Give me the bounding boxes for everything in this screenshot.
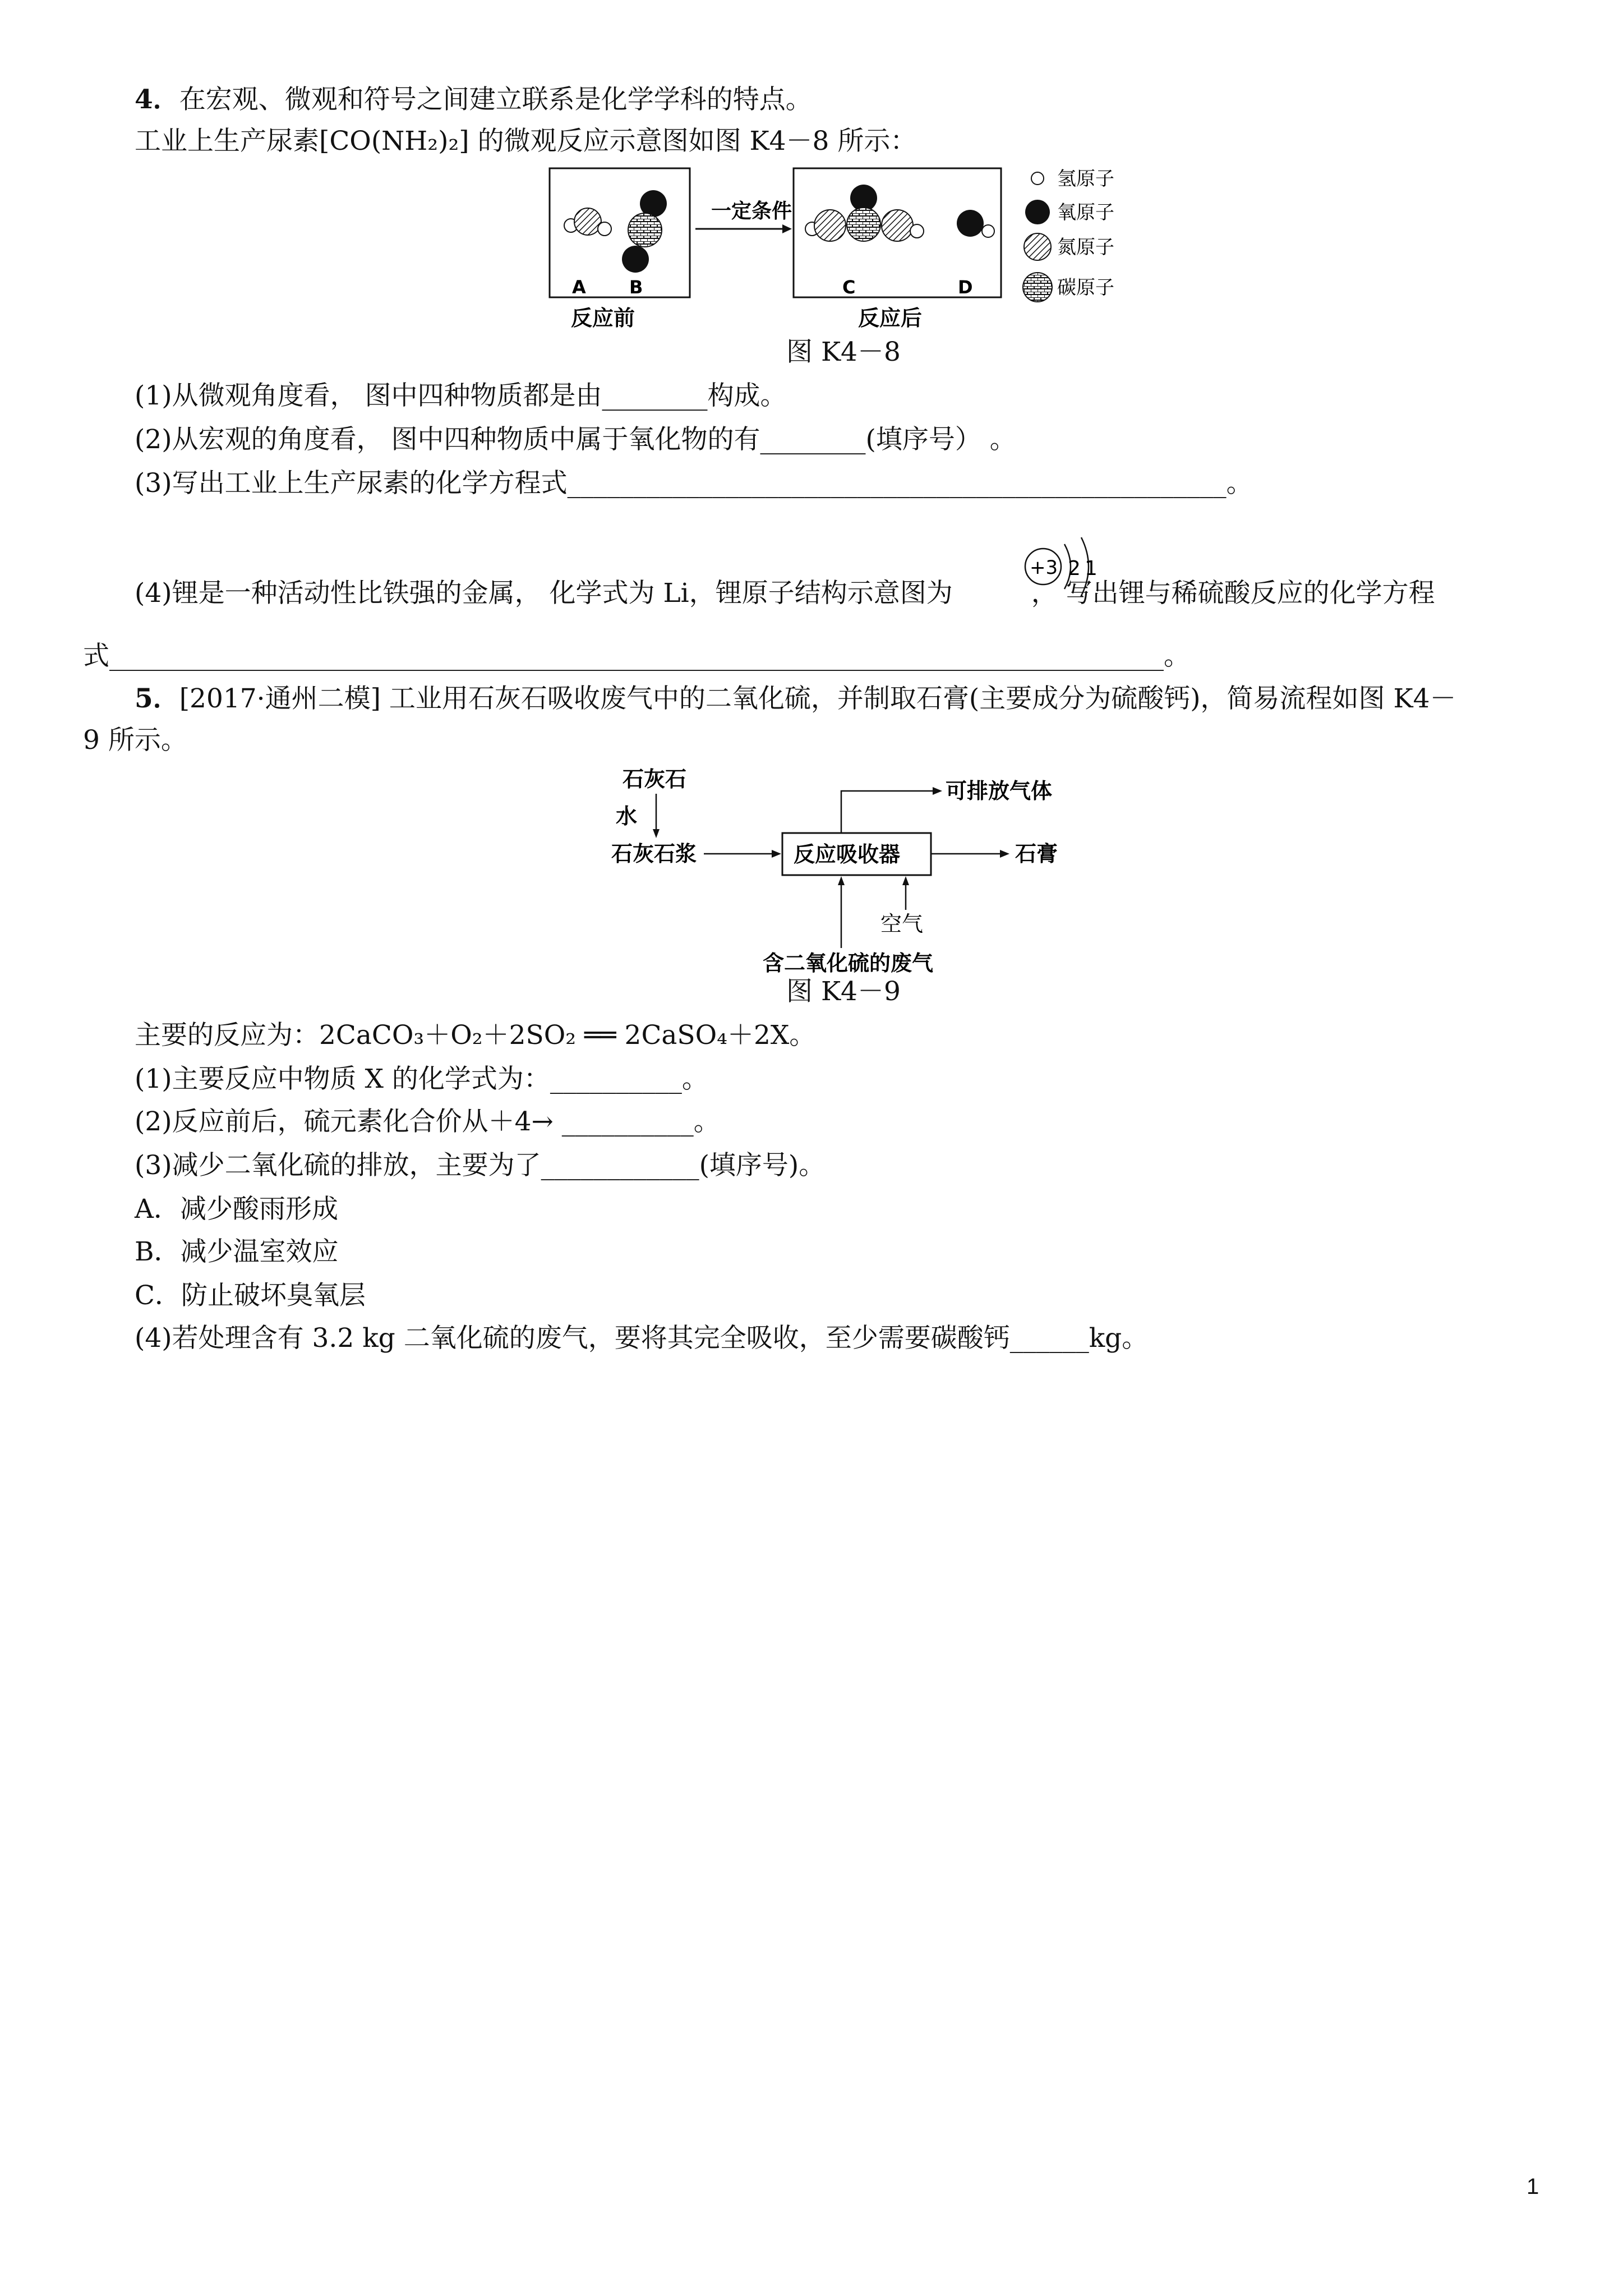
legend-nitrogen-icon: [1024, 233, 1051, 260]
slurry-arrow-head: [772, 850, 781, 858]
limestone-label: 石灰石: [623, 767, 687, 792]
q5-option-c: C．防止破坏臭氧层: [135, 1280, 366, 1311]
legend-nitrogen: 氮原子: [1057, 236, 1114, 259]
oxygen-atom: [622, 246, 649, 273]
q4-sub4: (4)锂是一种活动性比铁强的金属， 化学式为 Li，锂原子结构示意图为 ， 写出锂与稀硫酸反应的化学方程: [135, 578, 1435, 609]
carbon-atom: [847, 208, 880, 241]
before-label: 反应前: [571, 306, 635, 330]
q5-number: 5．: [135, 683, 179, 714]
label-d: D: [958, 277, 973, 298]
q5-option-b: B．减少温室效应: [135, 1236, 339, 1267]
page-number: 1: [1527, 2174, 1539, 2199]
q5-stem: 5．[2017·通州二模] 工业用石灰石吸收废气中的二氧化硫，并制取石膏(主要成分为硫酸钙)，简易流程如图 K4－: [135, 683, 1456, 714]
exhaust-line: [841, 791, 934, 833]
q5-sub1: (1)主要反应中物质 X 的化学式为：__________。: [135, 1064, 708, 1094]
hydrogen-atom: [982, 225, 994, 237]
slurry-label: 石灰石浆: [611, 841, 697, 866]
q5-stem-cont: 9 所示。: [83, 725, 187, 756]
reactor-label: 反应吸收器: [794, 842, 901, 867]
nucleus-charge: +3: [1030, 556, 1058, 579]
legend-oxygen-icon: [1025, 200, 1050, 224]
legend-hydrogen-icon: [1031, 172, 1044, 185]
reaction-arrow-head: [782, 224, 792, 233]
legend-oxygen: 氧原子: [1057, 201, 1114, 224]
water-arrow-head: [653, 829, 660, 838]
shell1-electrons: 2: [1068, 557, 1081, 580]
figure-k4-8: [533, 163, 1166, 337]
legend-hydrogen: 氢原子: [1057, 168, 1114, 190]
figure-k4-9-caption: 图 K4－9: [786, 976, 901, 1007]
hydrogen-atom: [910, 224, 924, 238]
oxygen-atom: [957, 210, 984, 237]
figure-k4-9: [606, 763, 1099, 982]
legend-carbon: 碳原子: [1057, 277, 1114, 299]
nitrogen-atom: [574, 208, 601, 235]
shell2-electrons: 1: [1085, 557, 1098, 580]
after-label: 反应后: [858, 306, 923, 330]
before-box: [550, 168, 690, 297]
q5-sub3: (3)减少二氧化硫的排放，主要为了____________(填序号)。: [135, 1150, 826, 1181]
label-b: B: [629, 277, 643, 298]
water-label: 水: [616, 804, 638, 829]
label-c: C: [842, 277, 856, 298]
label-a: A: [572, 277, 586, 298]
q4-sub1: (1)从微观角度看， 图中四种物质都是由________构成。: [135, 380, 787, 411]
arrow-label: 一定条件: [711, 200, 792, 223]
q5-reaction: 主要的反应为：2CaCO₃＋O₂＋2SO₂ ══ 2CaSO₄＋2X。: [135, 1020, 816, 1051]
q5-sub2: (2)反应前后，硫元素化合价从＋4→ __________。: [135, 1106, 720, 1137]
q5-option-a: A．减少酸雨形成: [135, 1194, 338, 1225]
figure-k4-8-caption: 图 K4－8: [786, 337, 901, 367]
lithium-atom-diagram: [1021, 522, 1105, 611]
nitrogen-atom: [814, 210, 846, 241]
legend-carbon-icon: [1023, 273, 1052, 302]
carbon-atom: [628, 213, 662, 247]
q4-sub3: (3)写出工业上生产尿素的化学方程式__________________________________________________。: [135, 468, 1253, 499]
q5-sub4: (4)若处理含有 3.2 kg 二氧化硫的废气，要将其完全吸收，至少需要碳酸钙______kg。: [135, 1323, 1149, 1354]
q4-sub2: (2)从宏观的角度看， 图中四种物质中属于氧化物的有________(填序号） 。: [135, 424, 1016, 455]
q4-stem: 4．在宏观、微观和符号之间建立联系是化学学科的特点。: [135, 84, 812, 115]
waste-gas-label: 含二氧化硫的废气: [763, 951, 934, 976]
exhaust-label: 可排放气体: [946, 779, 1053, 803]
hydrogen-atom: [598, 222, 611, 236]
air-arrow-head: [902, 876, 909, 885]
q4-intro: 工业上生产尿素[CO(NH₂)₂] 的微观反应示意图如图 K4－8 所示：: [135, 126, 917, 157]
nitrogen-atom: [882, 210, 913, 241]
waste-gas-arrow-head: [838, 876, 845, 885]
q4-sub4-cont: 式________________________________________________________________________________。: [83, 641, 1190, 671]
air-label: 空气: [880, 912, 924, 936]
gypsum-label: 石膏: [1015, 841, 1058, 866]
exhaust-arrow-head: [933, 787, 942, 795]
gypsum-arrow-head: [1000, 850, 1009, 858]
q4-number: 4．: [135, 84, 179, 115]
